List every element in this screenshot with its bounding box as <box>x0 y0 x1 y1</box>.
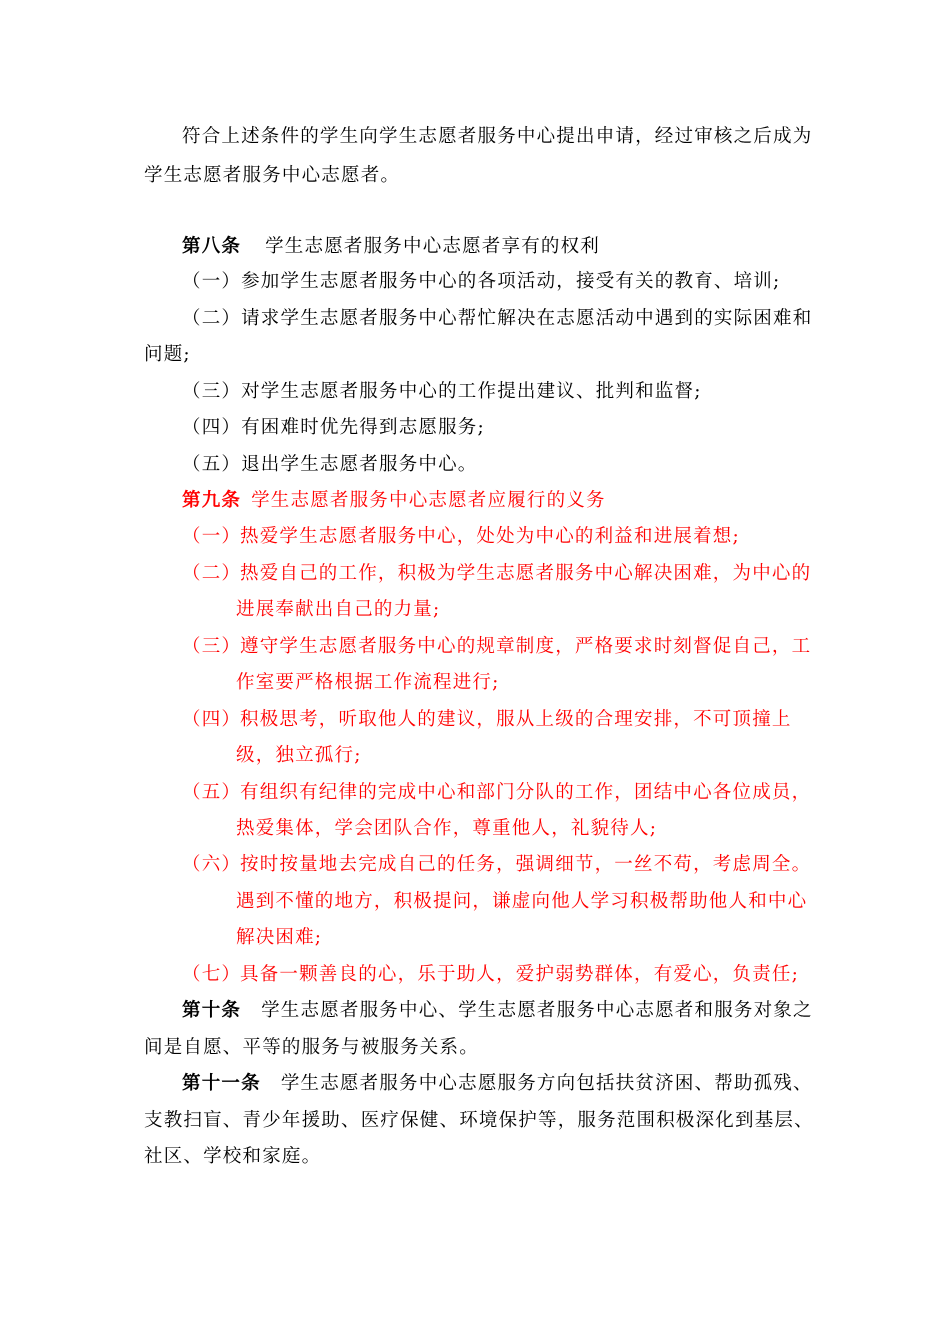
article-9-item-5-cont: 热爱集体，学会团队合作，尊重他人，礼貌待人; <box>236 818 658 839</box>
article-10-heading: 第十条 <box>182 1000 242 1021</box>
article-9-heading: 第九条 <box>182 490 242 511</box>
article-9-item-1: （一）热爱学生志愿者服务中心，处处为中心的利益和进展着想; <box>182 526 740 547</box>
article-10-line-2: 间是自愿、平等的服务与被服务关系。 <box>144 1037 479 1058</box>
article-8-heading-line <box>182 234 600 260</box>
article-9-item-2: （二）热爱自己的工作，积极为学生志愿者服务中心解决困难，为中心的 <box>182 563 812 584</box>
intro-line-1: 符合上述条件的学生向学生志愿者服务中心提出申请，经过审核之后成为 <box>182 126 813 147</box>
article-8-title: 学生志愿者服务中心志愿者享有的权利 <box>265 236 601 257</box>
article-8-item-1: （一）参加学生志愿者服务中心的各项活动，接受有关的教育、培训; <box>182 271 781 292</box>
article-9-item-5: （五）有组织有纪律的完成中心和部门分队的工作，团结中心各位成员， <box>182 782 812 803</box>
article-8-heading: 第八条 <box>182 236 242 257</box>
article-10-line-1: 第十条 学生志愿者服务中心、学生志愿者服务中心志愿者和服务对象之 <box>182 1000 813 1021</box>
article-9-item-4-cont: 级，独立孤行; <box>236 745 362 766</box>
article-8-item-2: （二）请求学生志愿者服务中心帮忙解决在志愿活动中遇到的实际困难和 <box>182 308 813 329</box>
article-9-item-6: （六）按时按量地去完成自己的任务，强调细节，一丝不苟，考虑周全。 <box>182 854 812 875</box>
article-9-item-6-cont-1: 遇到不懂的地方，积极提问，谦虚向他人学习积极帮助他人和中心 <box>236 891 808 912</box>
intro-line-2: 学生志愿者服务中心志愿者。 <box>144 165 401 186</box>
article-8-item-5: （五）退出学生志愿者服务中心。 <box>182 454 478 475</box>
article-9-item-3: （三）遵守学生志愿者服务中心的规章制度，严格要求时刻督促自己，工 <box>182 636 812 657</box>
article-9-item-7: （七）具备一颗善良的心，乐于助人，爱护弱势群体，有爱心，负责任; <box>182 964 800 985</box>
article-9-item-4: （四）积极思考，听取他人的建议，服从上级的合理安排，不可顶撞上 <box>182 709 792 730</box>
article-11-heading: 第十一条 <box>182 1073 261 1094</box>
article-11-line-1: 第十一条 学生志愿者服务中心志愿服务方向包括扶贫济困、帮助孤残、 <box>182 1073 813 1094</box>
article-9-item-6-cont-2: 解决困难; <box>236 927 323 948</box>
article-11-line-2: 支教扫盲、青少年援助、医疗保健、环境保护等，服务范围积极深化到基层、 <box>144 1110 814 1131</box>
article-9-item-3-cont: 作室要严格根据工作流程进行; <box>236 672 500 693</box>
article-11-line-3: 社区、学校和家庭。 <box>144 1146 322 1167</box>
article-8-item-4: （四）有困难时优先得到志愿服务; <box>182 417 485 438</box>
article-9-heading-line <box>182 488 606 514</box>
article-9-item-2-cont: 进展奉献出自己的力量; <box>236 599 441 620</box>
article-8-item-3: （三）对学生志愿者服务中心的工作提出建议、批判和监督; <box>182 381 702 402</box>
article-9-title: 学生志愿者服务中心志愿者应履行的义务 <box>251 490 606 511</box>
article-8-item-2-cont: 问题; <box>144 344 191 365</box>
